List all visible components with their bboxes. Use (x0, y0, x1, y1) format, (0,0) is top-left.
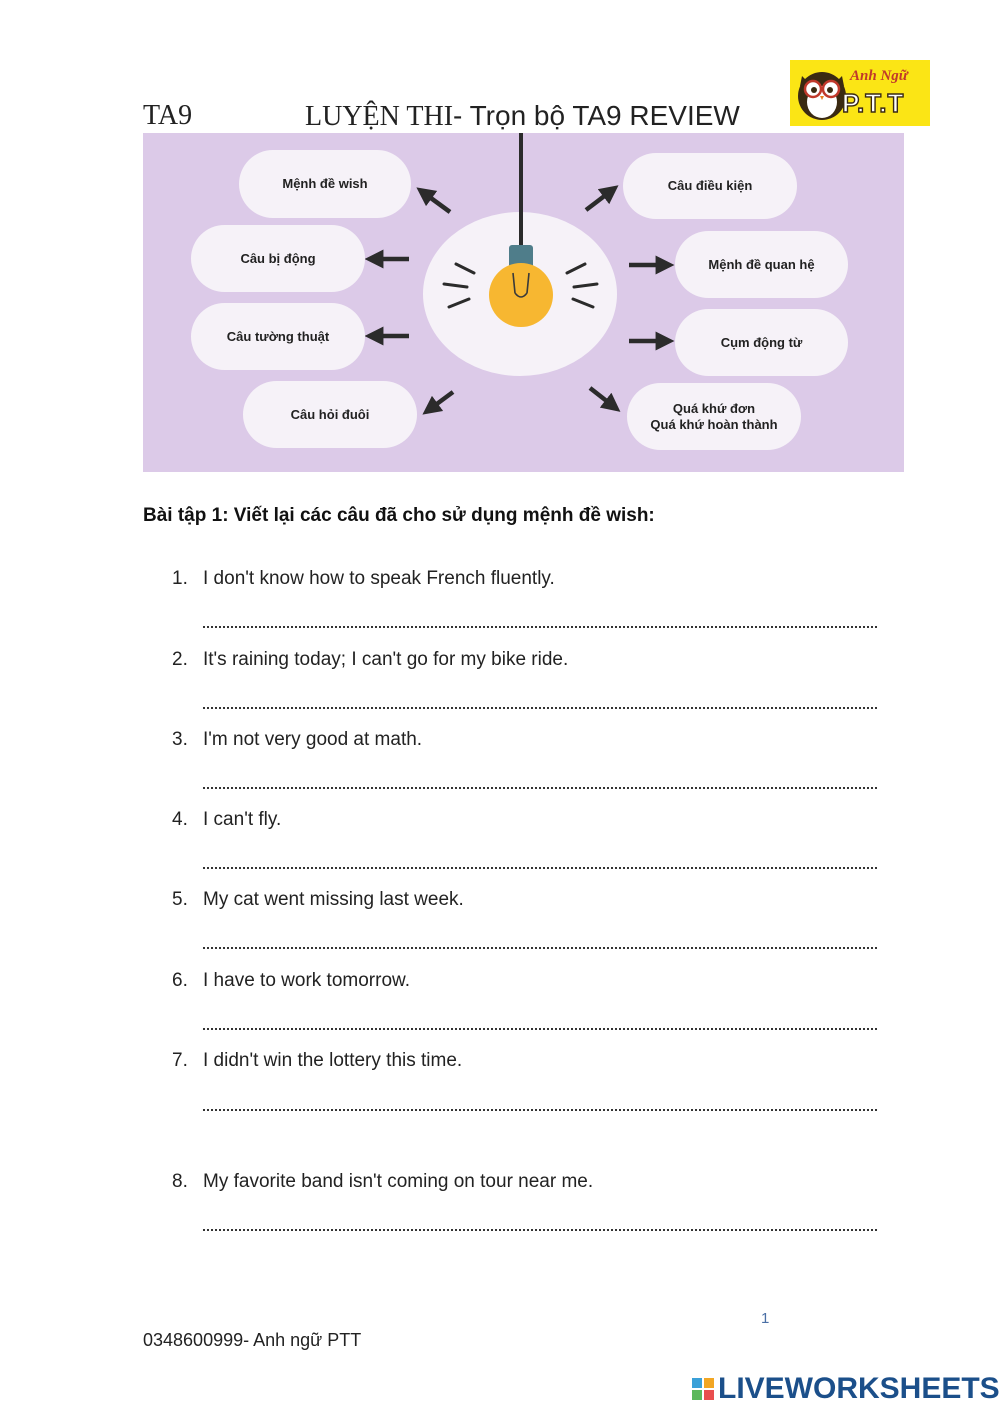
question-number: 4. (172, 809, 188, 830)
page-title-main: LUYỆN THI (305, 101, 454, 132)
arrow-past (590, 388, 613, 406)
question (172, 568, 555, 590)
question (172, 729, 422, 751)
question-text: I don't know how to speak French fluently. (203, 568, 555, 589)
question (172, 970, 410, 992)
watermark-text: LIVEWORKSHEETS (718, 1372, 1000, 1405)
question-number: 2. (172, 649, 188, 670)
arrow-tag (430, 392, 453, 409)
topic-past-tenses (627, 383, 801, 450)
question-text: I can't fly. (203, 809, 282, 830)
page-title-rest: - Trọn bộ TA9 REVIEW (453, 100, 740, 131)
logo-subtext: Anh Ngữ (850, 68, 908, 84)
question (172, 649, 568, 671)
topic-conditional: Câu điều kiện (623, 153, 797, 219)
topic-passive: Câu bị động (191, 225, 365, 292)
topic-relative: Mệnh đề quan hệ (675, 231, 848, 298)
question-text: I didn't win the lottery this time. (203, 1050, 463, 1071)
page-title (305, 100, 740, 133)
logo-text: P.T.T (842, 88, 905, 118)
question-text: I have to work tomorrow. (203, 970, 410, 991)
question-number: 5. (172, 889, 188, 910)
answer-line[interactable] (203, 1227, 877, 1231)
topic-tag-question: Câu hỏi đuôi (243, 381, 417, 448)
question (172, 1171, 593, 1193)
answer-line[interactable] (203, 865, 877, 869)
answer-line[interactable] (203, 1026, 877, 1030)
arrow-wish (424, 193, 450, 212)
answer-line[interactable] (203, 945, 877, 949)
question-text: I'm not very good at math. (203, 729, 423, 750)
liveworksheets-icon (692, 1378, 714, 1400)
topic-wish: Mệnh đề wish (239, 150, 411, 218)
question-number: 1. (172, 568, 188, 589)
answer-line[interactable] (203, 1107, 877, 1111)
brand-logo (790, 60, 930, 126)
topic-past-simple: Quá khứ đơn (672, 400, 756, 416)
answer-line[interactable] (203, 785, 877, 789)
question (172, 889, 464, 911)
arrow-conditional (586, 191, 611, 210)
lightbulb-icon (489, 263, 553, 327)
question-text: It's raining today; I can't go for my bike ride. (203, 649, 569, 670)
page-number: 1 (761, 1310, 770, 1327)
question-number: 6. (172, 970, 188, 991)
topic-past-perfect: Quá khứ hoàn thành (650, 416, 778, 432)
liveworksheets-watermark[interactable] (692, 1372, 1000, 1406)
question-text: My cat went missing last week. (203, 889, 464, 910)
question-text: My favorite band isn't coming on tour near me. (203, 1171, 594, 1192)
question-number: 8. (172, 1171, 188, 1192)
question (172, 1050, 462, 1072)
question-number: 7. (172, 1050, 188, 1071)
course-code: TA9 (143, 100, 193, 131)
answer-line[interactable] (203, 705, 877, 709)
question (172, 809, 281, 831)
answer-line[interactable] (203, 624, 877, 628)
mindmap-banner (143, 133, 904, 472)
exercise-title: Bài tập 1: Viết lại các câu đã cho sử dụng mệnh đề wish: (143, 505, 655, 526)
topic-reported: Câu tường thuật (191, 303, 365, 370)
footer-contact: 0348600999- Anh ngữ PTT (143, 1330, 362, 1350)
question-number: 3. (172, 729, 188, 750)
topic-phrasal-verbs: Cụm động từ (675, 309, 848, 376)
